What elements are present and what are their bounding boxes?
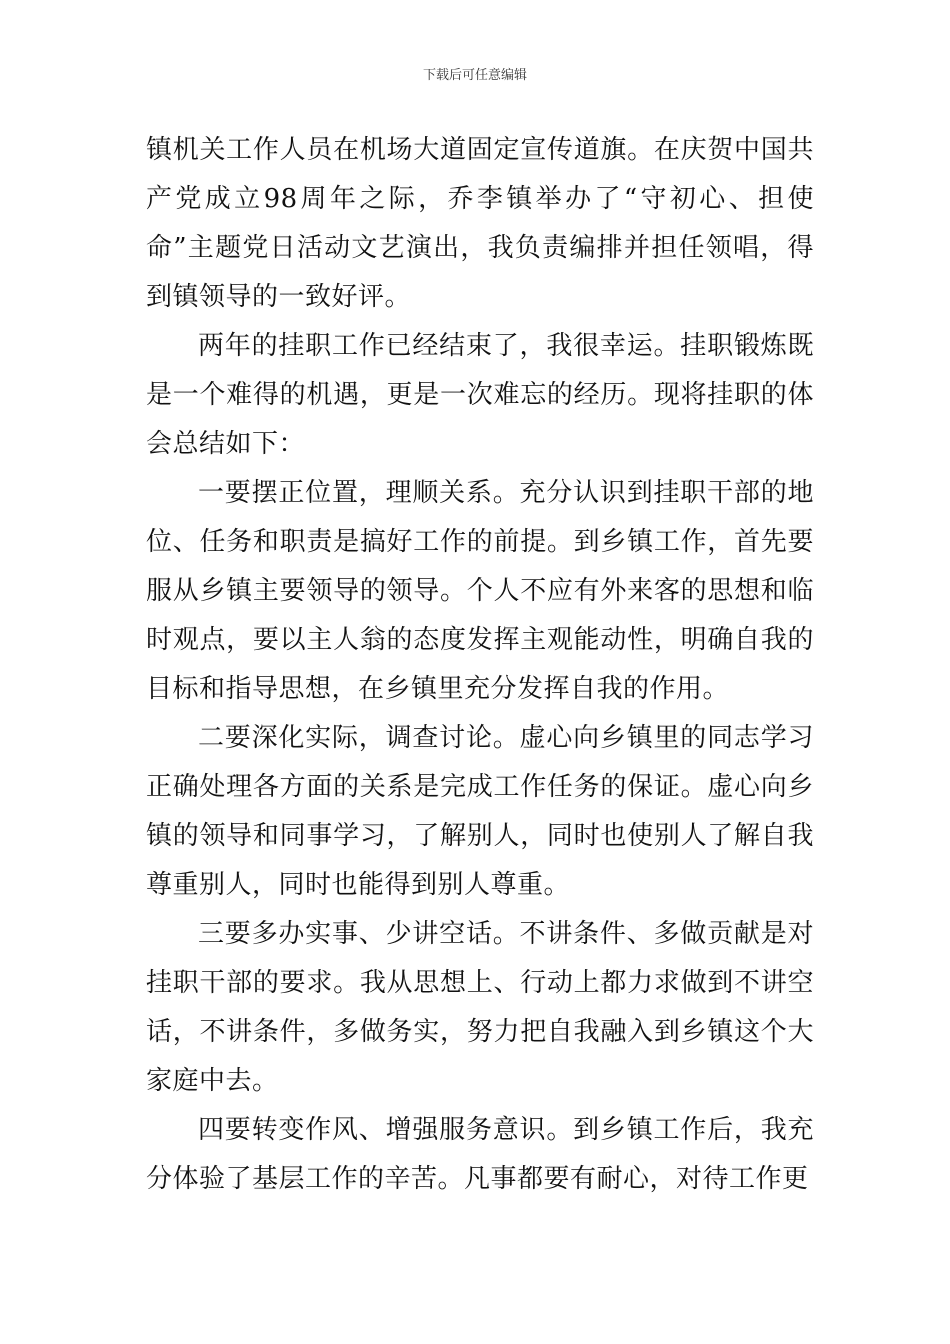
document-body [146,126,814,1204]
paragraph-summary-intro: 两年的挂职工作已经结束了，我很幸运。挂职锻炼既是一个难得的机遇，更是一次难忘的经历。现将挂职的体会总结如下： [146,331,814,459]
paragraph-point-two: 二要深化实际，调查讨论。虚心向乡镇里的同志学习正确处理各方面的关系是完成工作任务的保证。虚心向乡镇的领导和同事学习，了解别人，同时也使别人了解自我尊重别人，同时也能得到别人尊重。 [146,723,814,900]
page-header-watermark: 下载后可任意编辑 [422,68,527,83]
paragraph-point-one: 一要摆正位置，理顺关系。充分认识到挂职干部的地位、任务和职责是搞好工作的前提。到乡镇工作，首先要服从乡镇主要领导的领导。个人不应有外来客的思想和临时观点，要以主人翁的态度发挥主观能动性，明确自我的目标和指导思想，在乡镇里充分发挥自我的作用。 [146,478,814,704]
paragraph-point-four: 四要转变作风、增强服务意识。到乡镇工作后，我充分体验了基层工作的辛苦。凡事都要有耐心，对待工作更 [146,1115,814,1194]
paragraph-point-three: 三要多办实事、少讲空话。不讲条件、多做贡献是对挂职干部的要求。我从思想上、行动上都力求做到不讲空话，不讲条件，多做务实，努力把自我融入到乡镇这个大家庭中去。 [146,919,814,1096]
paragraph-continuation: 镇机关工作人员在机场大道固定宣传道旗。在庆贺中国共产党成立98周年之际，乔李镇举办了“守初心、担使命”主题党日活动文艺演出，我负责编排并担任领唱，得到镇领导的一致好评。 [146,135,814,312]
